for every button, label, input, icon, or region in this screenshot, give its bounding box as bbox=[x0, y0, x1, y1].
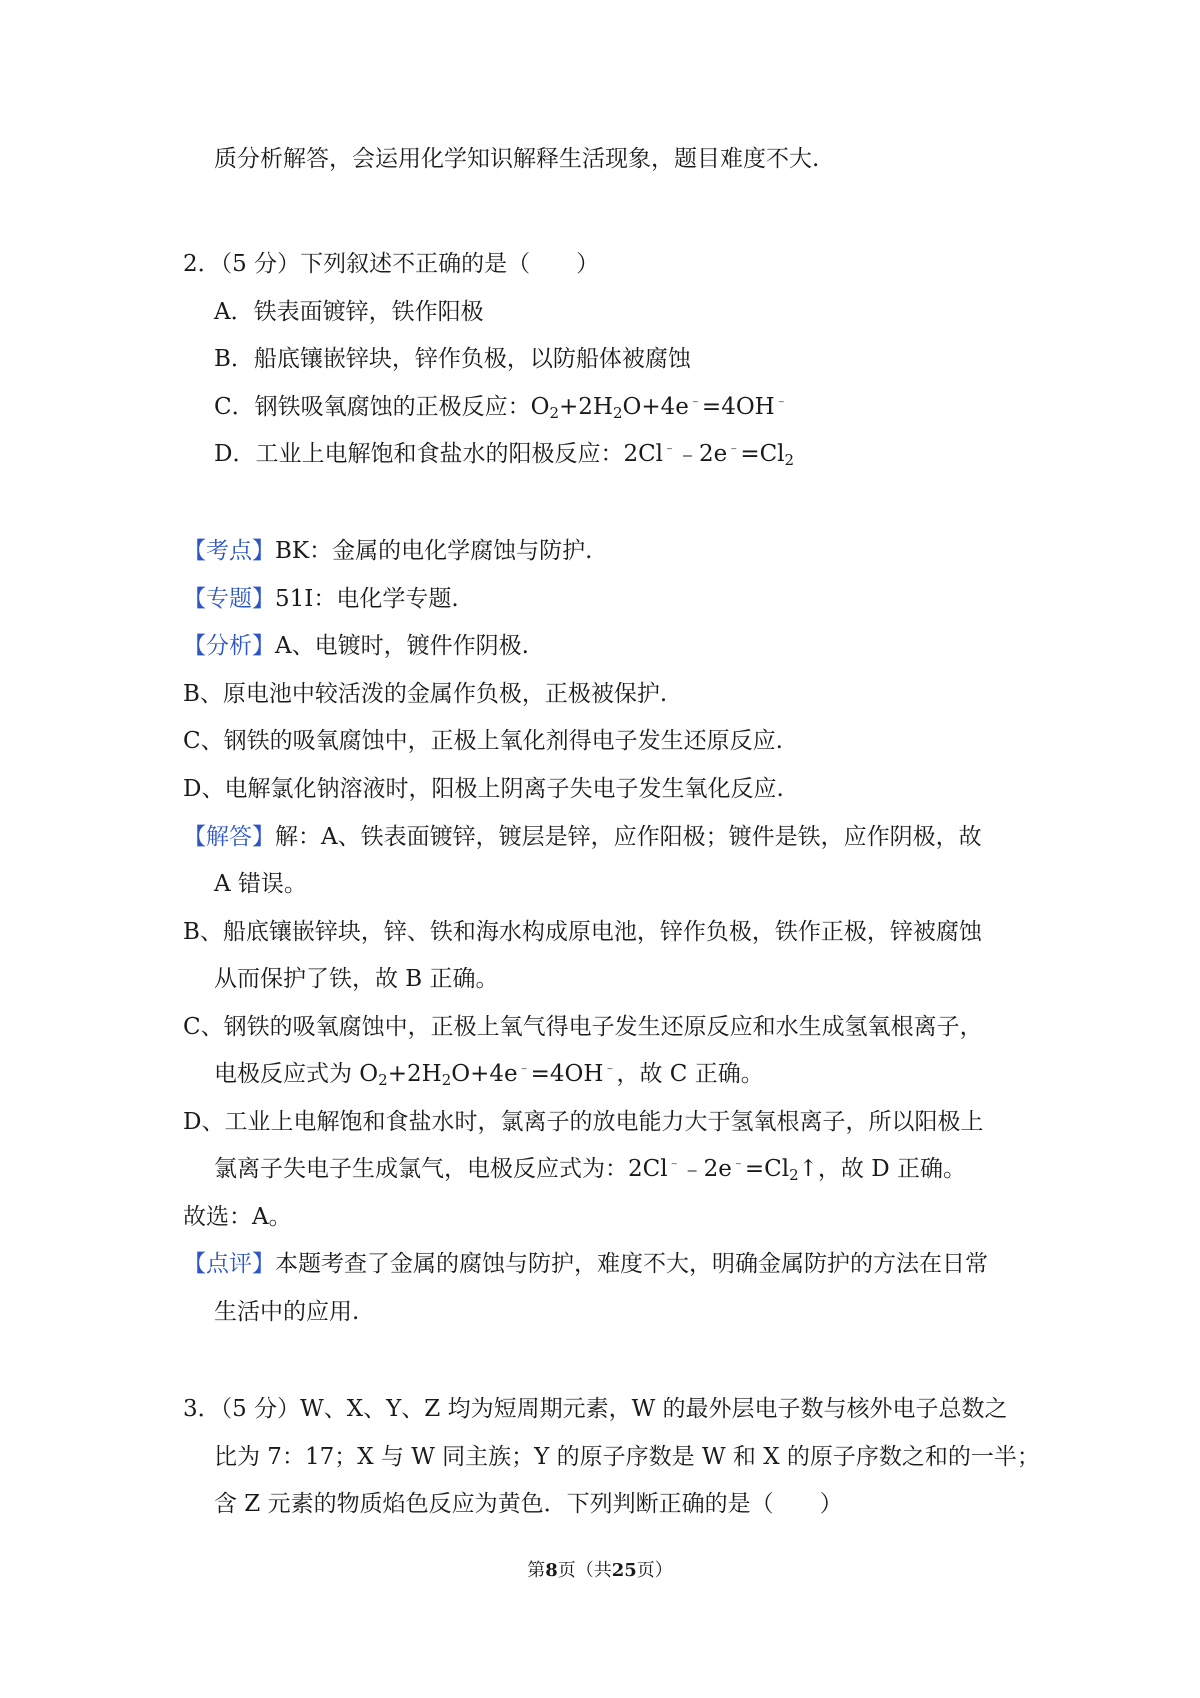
zhuanti-tag: 【专题】 bbox=[183, 586, 275, 612]
question-2-option-d: D．工业上电解饱和食盐水的阳极反应：$2Cl^﹣﹣2e^﹣=Cl_2$ bbox=[214, 441, 795, 469]
zhuanti-line: 【专题】51I：电化学专题. bbox=[183, 586, 459, 612]
jieda-b1: B、船底镶嵌锌块，锌、铁和海水构成原电池，锌作负极，铁作正极，锌被腐蚀 bbox=[183, 919, 982, 945]
question-2-option-c: C．钢铁吸氧腐蚀的正极反应：$O_2+2H_2O+4e^﹣=4OH^﹣$ bbox=[214, 394, 788, 422]
jieda-line: 【解答】解：A、铁表面镀锌，镀层是锌，应作阳极；镀件是铁，应作阴极，故 bbox=[183, 824, 982, 850]
jieda-d2: 氯离子失电子生成氯气，电极反应式为：$2Cl^﹣﹣2e^﹣=Cl_2↑$，故 D 正确。 bbox=[214, 1156, 966, 1184]
jieda-c1: C、钢铁的吸氧腐蚀中，正极上氧气得电子发生还原反应和水生成氢氧根离子， bbox=[183, 1014, 983, 1040]
top-note: 质分析解答，会运用化学知识解释生活现象，题目难度不大. bbox=[214, 146, 820, 172]
dianping-tag: 【点评】 bbox=[183, 1251, 275, 1277]
dianping-line: 【点评】本题考查了金属的腐蚀与防护，难度不大，明确金属防护的方法在日常 bbox=[183, 1251, 988, 1277]
question-3-line-3: 含 Z 元素的物质焰色反应为黄色．下列判断正确的是（ ） bbox=[214, 1491, 843, 1517]
jieda-d1: D、工业上电解饱和食盐水时，氯离子的放电能力大于氢氧根离子，所以阳极上 bbox=[183, 1109, 984, 1135]
kaodian-tag: 【考点】 bbox=[183, 538, 275, 564]
fenxi-line: 【分析】A、电镀时，镀件作阴极. bbox=[183, 633, 529, 659]
jieda-b2: 从而保护了铁，故 B 正确。 bbox=[214, 966, 499, 992]
page-number: 8 bbox=[545, 1560, 558, 1581]
fenxi-c: C、钢铁的吸氧腐蚀中，正极上氧化剂得电子发生还原反应. bbox=[183, 728, 783, 754]
answer-line: 故选：A。 bbox=[183, 1204, 292, 1230]
dianping-2: 生活中的应用. bbox=[214, 1299, 360, 1325]
total-pages: 25 bbox=[611, 1560, 637, 1581]
question-2-option-b: B．船底镶嵌锌块，锌作负极，以防船体被腐蚀 bbox=[214, 346, 691, 372]
fenxi-tag: 【分析】 bbox=[183, 633, 275, 659]
kaodian-line: 【考点】BK：金属的电化学腐蚀与防护. bbox=[183, 538, 593, 564]
fenxi-b: B、原电池中较活泼的金属作负极，正极被保护. bbox=[183, 681, 668, 707]
fenxi-d: D、电解氯化钠溶液时，阳极上阴离子失电子发生氧化反应. bbox=[183, 776, 784, 802]
jieda-a2: A 错误。 bbox=[214, 871, 307, 897]
question-3-line-2: 比为 7：17；X 与 W 同主族；Y 的原子序数是 W 和 X 的原子序数之和的一半； bbox=[214, 1444, 1040, 1470]
page-footer: 第8页（共25页） bbox=[527, 1560, 673, 1581]
question-2-option-a: A．铁表面镀锌，铁作阳极 bbox=[214, 299, 484, 325]
question-3-line-1: 3．（5 分）W、X、Y、Z 均为短周期元素，W 的最外层电子数与核外电子总数之 bbox=[183, 1396, 1008, 1422]
question-2-stem: 2．（5 分）下列叙述不正确的是（ ） bbox=[183, 251, 600, 277]
jieda-c2: 电极反应式为 $O_2+2H_2O+4e^﹣=4OH^﹣$，故 C 正确。 bbox=[214, 1061, 764, 1089]
jieda-tag: 【解答】 bbox=[183, 824, 275, 850]
